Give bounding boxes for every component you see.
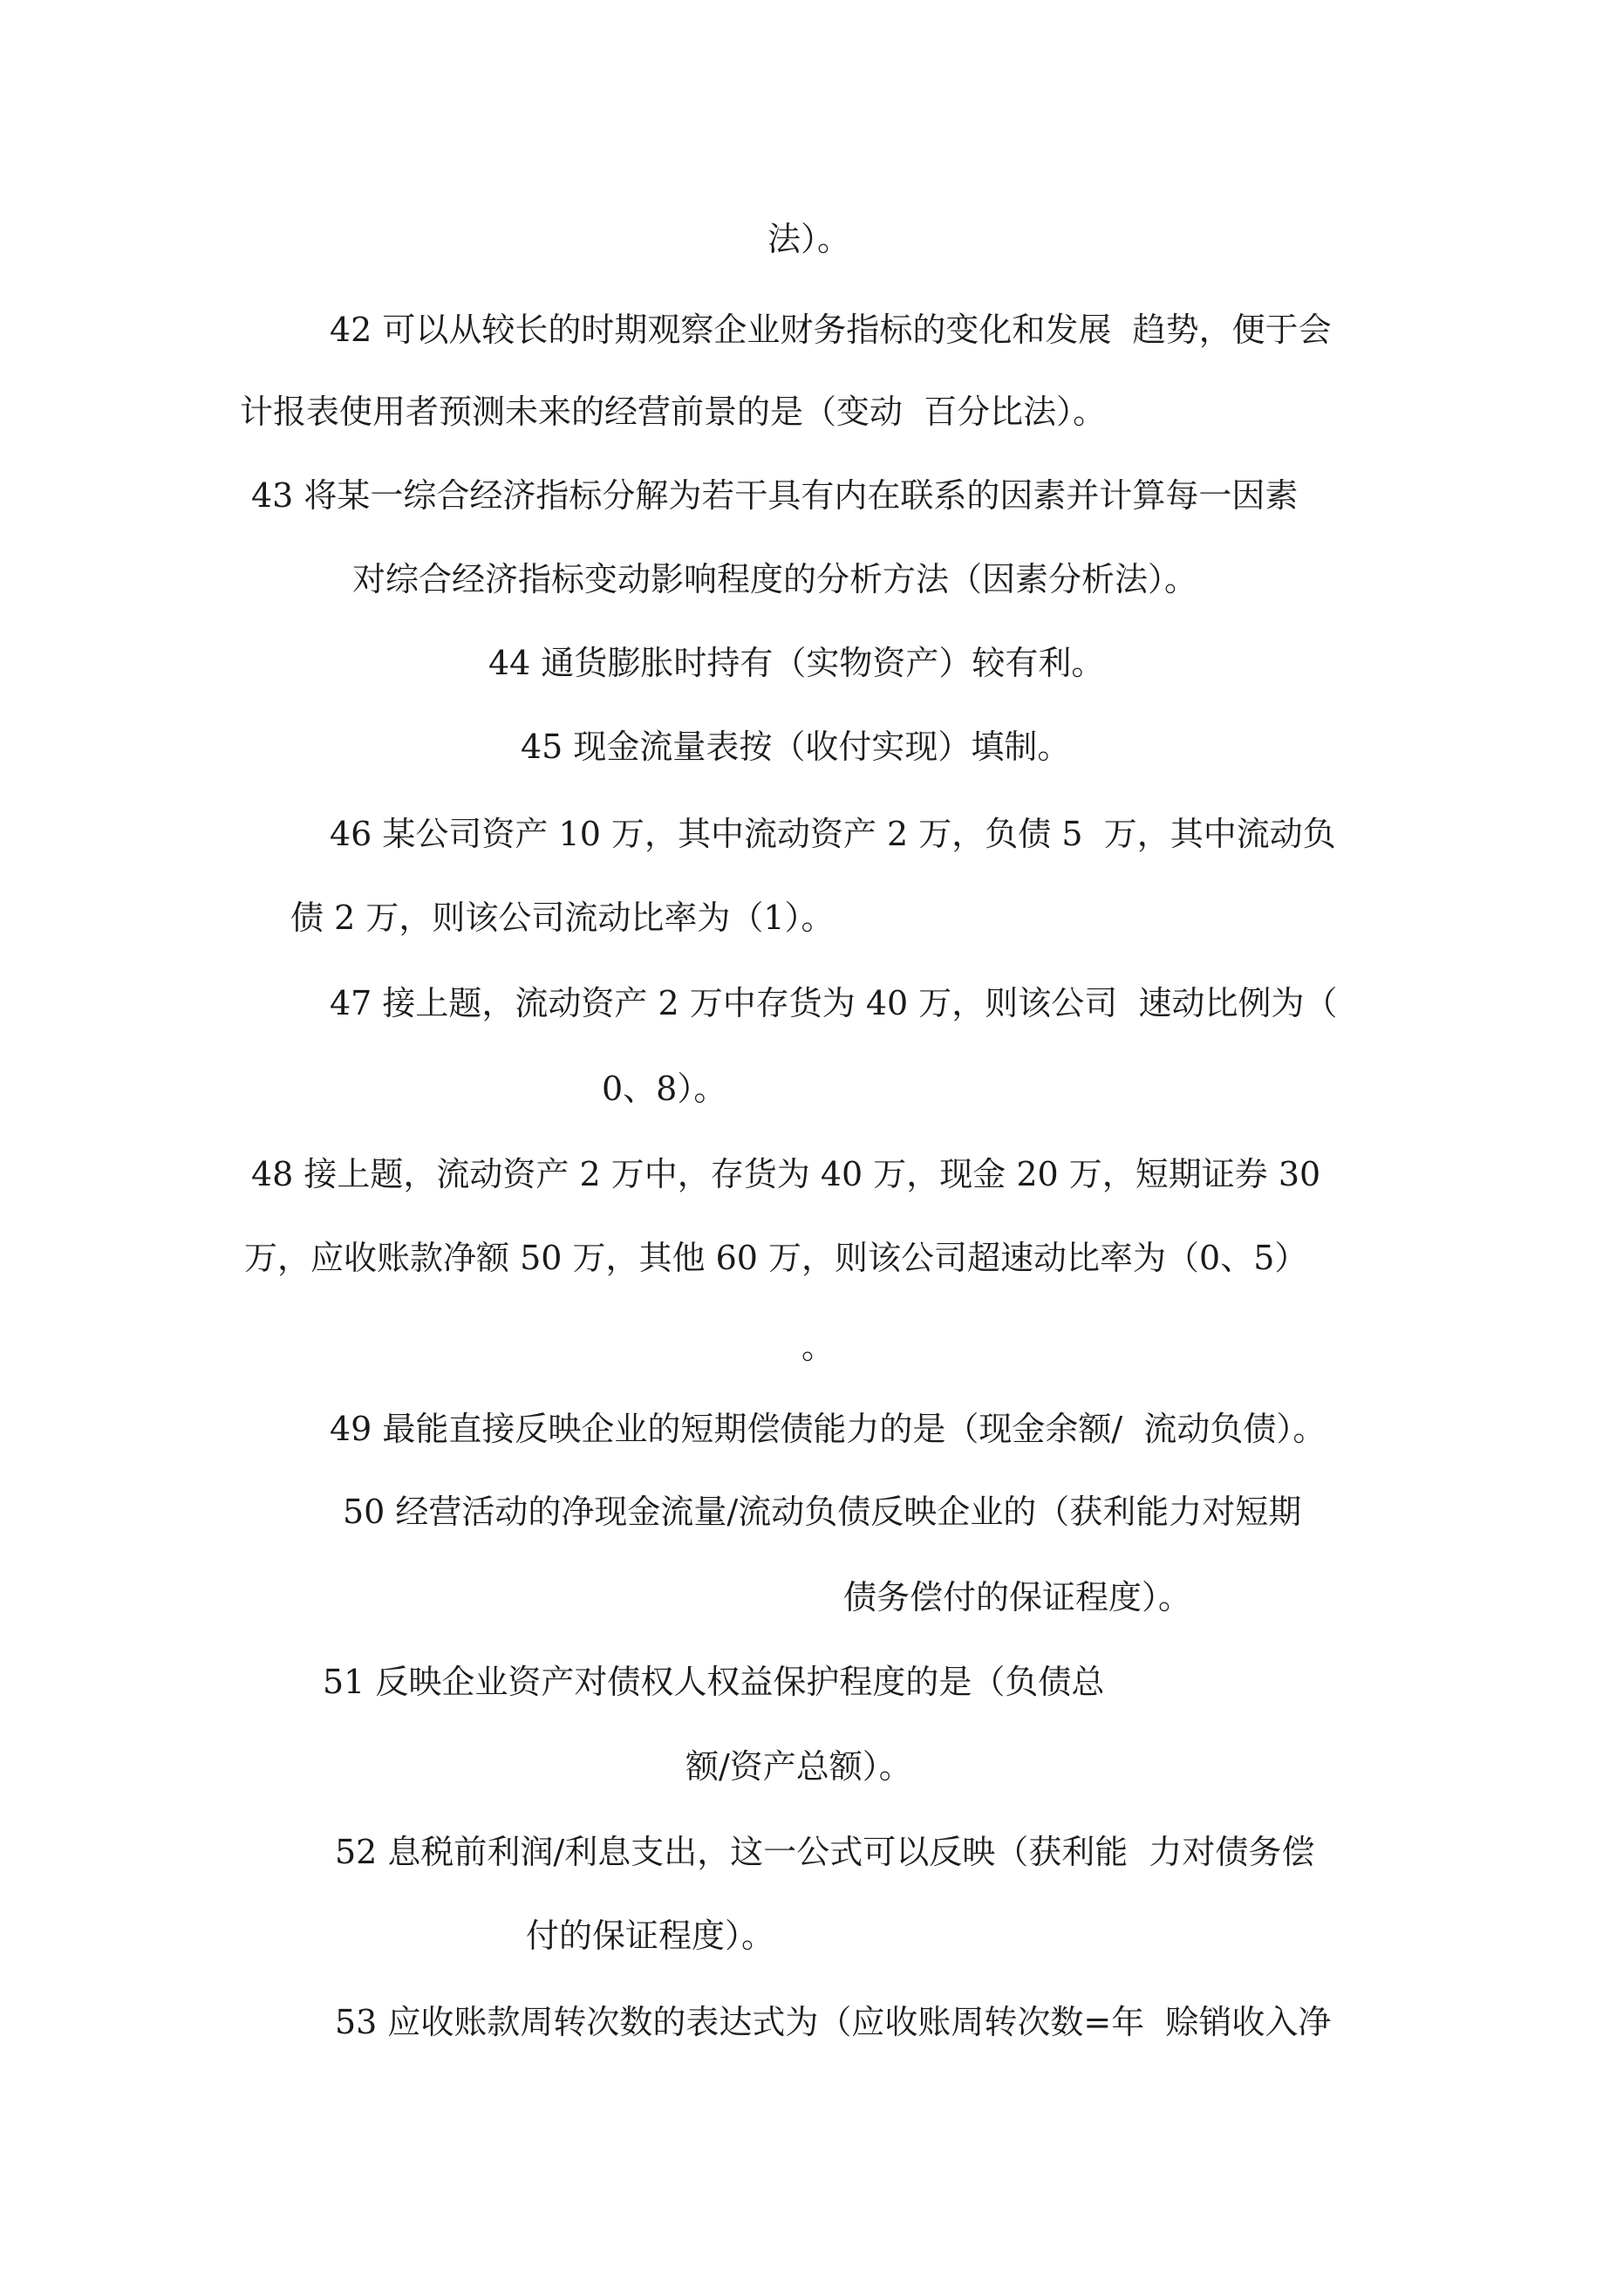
text-line: 42 可以从较长的时期观察企业财务指标的变化和发展 趋势，便于会 [330,311,1332,349]
text-line: 计报表使用者预测未来的经营前景的是（变动 百分比法）。 [240,393,1107,431]
text-line: 44 通货膨胀时持有（实物资产）较有利。 [488,644,1105,682]
text-line: 52 息税前利润/利息支出，这一公式可以反映（获利能 力对债务偿 [335,1833,1315,1871]
text-line: 50 经营活动的净现金流量/流动负债反映企业的（获利能力对短期 [343,1493,1302,1531]
text-line: 额/资产总额）。 [685,1747,912,1786]
text-line: 。 [801,1328,835,1366]
text-line: 0、8）。 [602,1069,727,1108]
text-line: 46 某公司资产 10 万，其中流动资产 2 万，负债 5 万，其中流动负 [330,815,1336,853]
text-line: 47 接上题，流动资产 2 万中存货为 40 万，则该公司 速动比例为（ [330,984,1338,1022]
text-line: 43 将某一综合经济指标分解为若干具有内在联系的因素并计算每一因素 [251,476,1299,515]
text-line: 对综合经济指标变动影响程度的分析方法（因素分析法）。 [352,560,1198,598]
text-line: 49 最能直接反映企业的短期偿债能力的是（现金余额/ 流动负债）。 [330,1410,1326,1448]
text-line: 48 接上题，流动资产 2 万中，存货为 40 万，现金 20 万，短期证券 30 [251,1155,1321,1193]
text-line: 51 反映企业资产对债权人权益保护程度的是（负债总 [323,1663,1105,1701]
text-line: 债务偿付的保证程度）。 [843,1578,1192,1616]
text-line: 万，应收账款净额 50 万，其他 60 万，则该公司超速动比率为（0、5） [244,1239,1308,1277]
text-line: 债 2 万，则该公司流动比率为（1）。 [290,899,835,937]
text-line: 45 现金流量表按（收付实现）填制。 [521,728,1071,766]
text-line: 法）。 [767,220,851,258]
text-line: 53 应收账款周转次数的表达式为（应收账周转次数=年 赊销收入净 [335,2003,1332,2041]
text-line: 付的保证程度）。 [526,1917,775,1955]
